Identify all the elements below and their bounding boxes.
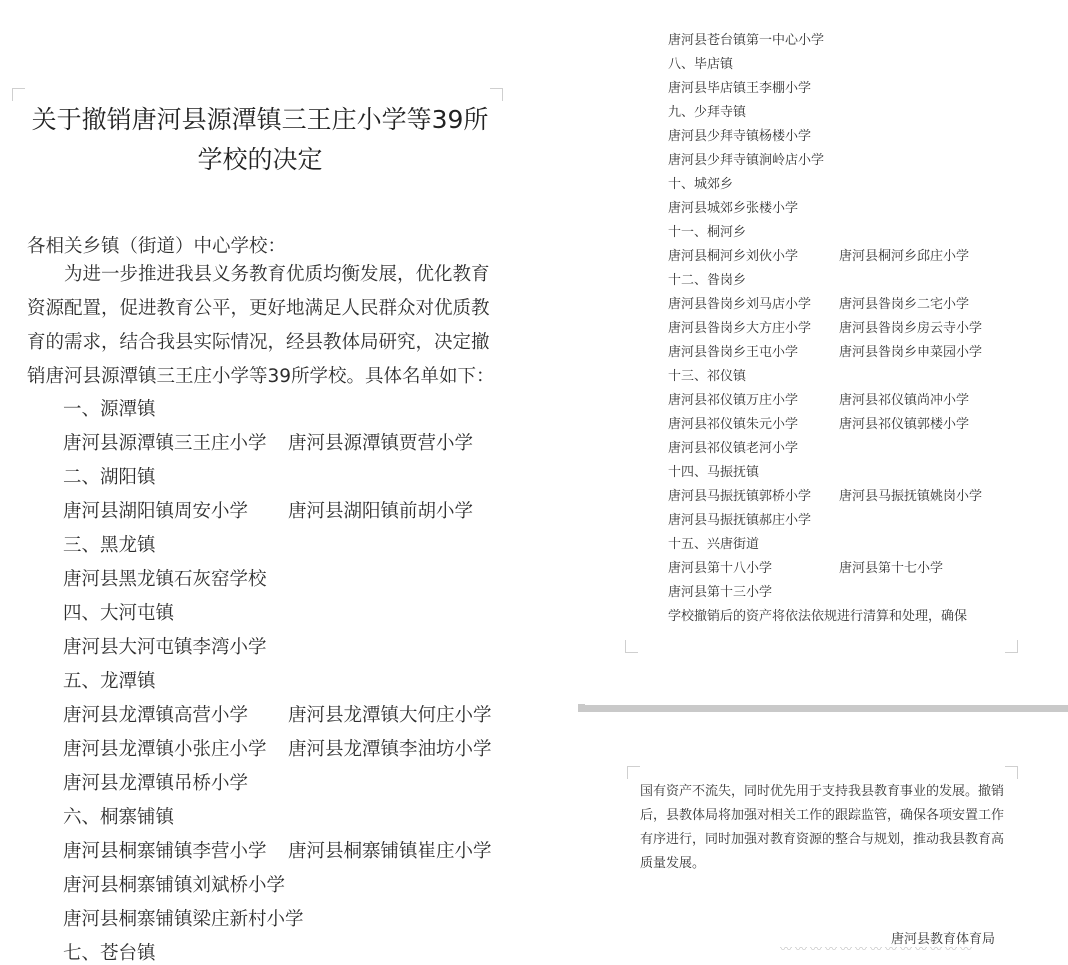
school-name: 唐河县龙潭镇吊桥小学 <box>63 773 249 794</box>
section-heading: 八、毕店镇 <box>668 57 734 72</box>
school-name: 唐河县龙潭镇大何庄小学 <box>288 705 492 726</box>
list-line: 唐河县祁仪镇尚冲小学 <box>839 393 970 408</box>
salutation: 各相关乡镇（街道）中心学校： <box>27 236 287 257</box>
section-heading: 五、龙潭镇 <box>63 671 156 692</box>
section-heading: 三、黑龙镇 <box>63 535 156 556</box>
school-name: 唐河县黑龙镇石灰窑学校 <box>63 569 267 590</box>
section-heading: 二、湖阳镇 <box>63 467 156 488</box>
school-name: 唐河县龙潭镇高营小学 <box>63 705 249 726</box>
page-corner-mark <box>1005 766 1018 779</box>
page-corner-mark <box>1005 640 1018 653</box>
section-heading: 十一、桐河乡 <box>668 225 747 240</box>
list-line: 唐河县毕店镇王李棚小学 <box>668 81 812 96</box>
school-name: 唐河县桐寨铺镇李营小学 <box>63 841 267 862</box>
school-name: 唐河县桐寨铺镇梁庄新村小学 <box>63 909 304 930</box>
school-name: 唐河县桐寨铺镇刘斌桥小学 <box>63 875 286 896</box>
page-corner-mark <box>627 766 640 779</box>
list-line: 学校撤销后的资产将依法依规进行清算和处理，确保 <box>668 609 968 624</box>
school-name: 唐河县龙潭镇李油坊小学 <box>288 739 492 760</box>
document-page-left <box>0 0 520 964</box>
watermark: 〰〰〰〰〰〰〰〰〰〰〰〰〰 <box>780 942 976 954</box>
section-heading: 九、少拜寺镇 <box>668 105 747 120</box>
document-title-line1: 关于撤销唐河县源潭镇三王庄小学等39所 <box>31 105 489 134</box>
school-name: 唐河县龙潭镇小张庄小学 <box>63 739 267 760</box>
list-line: 唐河县桐河乡刘伙小学 <box>668 249 799 264</box>
section-heading: 六、桐寨铺镇 <box>63 807 175 828</box>
school-name: 唐河县湖阳镇前胡小学 <box>288 501 474 522</box>
list-line: 唐河县昝岗乡王屯小学 <box>668 345 799 360</box>
section-heading: 十三、祁仪镇 <box>668 369 747 384</box>
list-line: 唐河县苍台镇第一中心小学 <box>668 33 825 48</box>
intro-paragraph: 为进一步推进我县义务教育优质均衡发展，优化教育资源配置，促进教育公平，更好地满足人民群众对优质教育的需求，结合我县实际情况，经县教体局研究，决定撤销唐河县源潭镇三王庄小学等39所学校。具体名单如下： <box>27 264 495 387</box>
list-line: 唐河县第十八小学 <box>668 561 773 576</box>
list-line: 唐河县少拜寺镇涧岭店小学 <box>668 153 825 168</box>
list-line: 唐河县昝岗乡申菜园小学 <box>839 345 983 360</box>
list-line: 唐河县桐河乡邱庄小学 <box>839 249 970 264</box>
list-line: 唐河县祁仪镇郭楼小学 <box>839 417 970 432</box>
list-line: 唐河县第十七小学 <box>839 561 944 576</box>
school-name: 唐河县湖阳镇周安小学 <box>63 501 249 522</box>
school-name: 唐河县桐寨铺镇崔庄小学 <box>288 841 492 862</box>
list-line: 唐河县昝岗乡二宅小学 <box>839 297 970 312</box>
list-line: 唐河县少拜寺镇杨楼小学 <box>668 129 812 144</box>
school-name: 唐河县大河屯镇李湾小学 <box>63 637 267 658</box>
document-title-line2: 学校的决定 <box>197 145 323 174</box>
list-line: 唐河县第十三小学 <box>668 585 773 600</box>
list-line: 唐河县马振抚镇姚岗小学 <box>839 489 983 504</box>
section-heading: 一、源潭镇 <box>63 399 156 420</box>
list-line: 唐河县祁仪镇朱元小学 <box>668 417 799 432</box>
document-page-right-top <box>585 0 1068 705</box>
school-name: 唐河县源潭镇三王庄小学 <box>63 433 267 454</box>
section-heading: 十、城郊乡 <box>668 177 734 192</box>
list-line: 唐河县昝岗乡房云寺小学 <box>839 321 983 336</box>
list-line: 唐河县祁仪镇万庄小学 <box>668 393 799 408</box>
school-name: 唐河县源潭镇贾营小学 <box>288 433 474 454</box>
page-divider <box>578 704 1068 712</box>
section-heading: 四、大河屯镇 <box>63 603 175 624</box>
page-corner-mark <box>625 640 638 653</box>
signature-org: 唐河县教育体育局 <box>891 932 996 947</box>
list-line: 唐河县马振抚镇郭桥小学 <box>668 489 812 504</box>
closing-paragraph: 国有资产不流失，同时优先用于支持我县教育事业的发展。撤销后，县教体局将加强对相关工作的跟踪监管，确保各项安置工作有序进行，同时加强对教育资源的整合与规划，推动我县教育高质量发展。 <box>640 784 1005 871</box>
section-heading: 七、苍台镇 <box>63 943 156 964</box>
section-heading: 十二、昝岗乡 <box>668 273 747 288</box>
list-line: 唐河县城郊乡张楼小学 <box>668 201 799 216</box>
list-line: 唐河县昝岗乡大方庄小学 <box>668 321 812 336</box>
list-line: 唐河县祁仪镇老河小学 <box>668 441 799 456</box>
section-heading: 十五、兴唐街道 <box>668 537 760 552</box>
section-heading: 十四、马振抚镇 <box>668 465 760 480</box>
list-line: 唐河县马振抚镇郝庄小学 <box>668 513 812 528</box>
document-page-right-bottom <box>585 718 1068 954</box>
list-line: 唐河县昝岗乡刘马店小学 <box>668 297 812 312</box>
